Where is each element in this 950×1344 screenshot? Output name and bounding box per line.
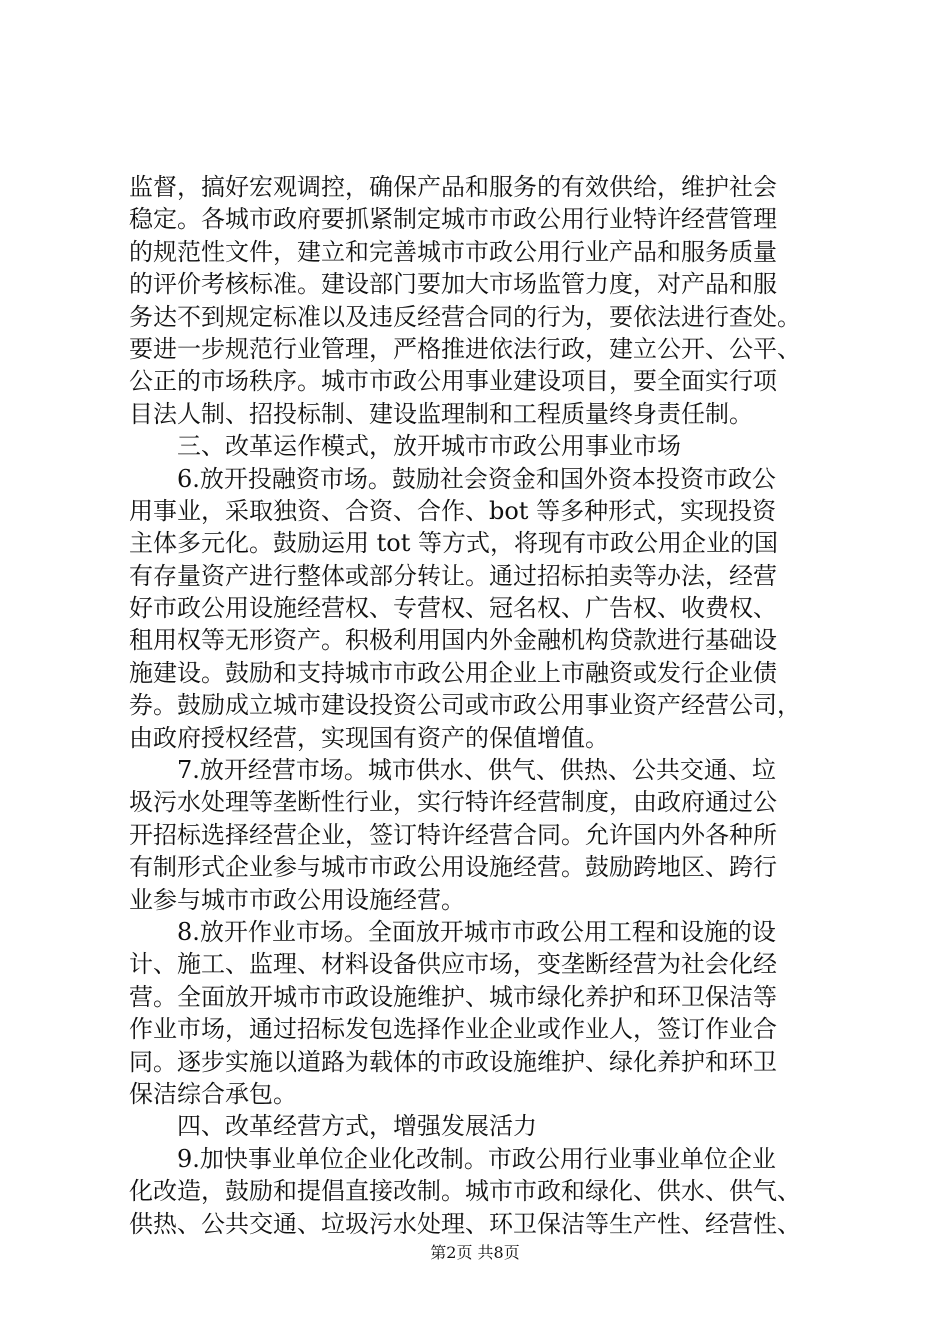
text-line: 公正的市场秩序。城市市政公用事业建设项目，要全面实行项 bbox=[129, 367, 777, 396]
text-line: 圾污水处理等垄断性行业，实行特许经营制度，由政府通过公 bbox=[129, 788, 777, 817]
text-line: 稳定。各城市政府要抓紧制定城市市政公用行业特许经营管理 bbox=[129, 205, 777, 234]
text-line: 施建设。鼓励和支持城市市政公用企业上市融资或发行企业债 bbox=[129, 658, 777, 687]
text-line: 开招标选择经营企业，签订特许经营合同。允许国内外各种所 bbox=[129, 820, 777, 849]
text-line: 要进一步规范行业管理，严格推进依法行政，建立公开、公平、 bbox=[129, 334, 801, 363]
text-line: 营。全面放开城市市政设施维护、城市绿化养护和环卫保洁等 bbox=[129, 982, 777, 1011]
text-line: 6.放开投融资市场。鼓励社会资金和国外资本投资市政公 bbox=[177, 464, 776, 493]
text-line: 务达不到规定标准以及违反经营合同的行为，要依法进行查处。 bbox=[129, 302, 801, 331]
text-line: 用事业，采取独资、合资、合作、bot 等多种形式，实现投资 bbox=[129, 496, 777, 525]
text-line: 作业市场，通过招标发包选择作业企业或作业人，签订作业合 bbox=[129, 1015, 777, 1044]
text-line: 的规范性文件，建立和完善城市市政公用行业产品和服务质量 bbox=[129, 237, 777, 266]
text-line: 的评价考核标准。建设部门要加大市场监管力度，对产品和服 bbox=[129, 270, 777, 299]
text-line: 券。鼓励成立城市建设投资公司或市政公用事业资产经营公司， bbox=[129, 691, 801, 720]
text-line: 同。逐步实施以道路为载体的市政设施维护、绿化养护和环卫 bbox=[129, 1047, 777, 1076]
text-line: 7.放开经营市场。城市供水、供气、供热、公共交通、垃 bbox=[177, 756, 776, 785]
text-line: 9.加快事业单位企业化改制。市政公用行业事业单位企业 bbox=[177, 1144, 776, 1173]
text-line: 主体多元化。鼓励运用 tot 等方式，将现有市政公用企业的国 bbox=[129, 529, 778, 558]
text-line: 三、改革运作模式，放开城市市政公用事业市场 bbox=[177, 432, 681, 461]
text-line: 有制形式企业参与城市市政公用设施经营。鼓励跨地区、跨行 bbox=[129, 853, 777, 882]
page-footer: 第2页 共8页 bbox=[430, 1243, 520, 1262]
text-line: 计、施工、监理、材料设备供应市场，变垄断经营为社会化经 bbox=[129, 950, 777, 979]
text-line: 四、改革经营方式，增强发展活力 bbox=[177, 1112, 537, 1141]
text-line: 监督，搞好宏观调控，确保产品和服务的有效供给，维护社会 bbox=[129, 173, 777, 201]
document-body bbox=[129, 171, 859, 1240]
text-line: 有存量资产进行整体或部分转让。通过招标拍卖等办法，经营 bbox=[129, 561, 777, 590]
text-line: 8.放开作业市场。全面放开城市市政公用工程和设施的设 bbox=[177, 917, 776, 946]
text-line: 供热、公共交通、垃圾污水处理、环卫保洁等生产性、经营性、 bbox=[129, 1209, 801, 1238]
text-line: 租用权等无形资产。积极利用国内外金融机构贷款进行基础设 bbox=[129, 626, 777, 655]
text-line: 目法人制、招投标制、建设监理制和工程质量终身责任制。 bbox=[129, 399, 753, 428]
text-line: 好市政公用设施经营权、专营权、冠名权、广告权、收费权、 bbox=[129, 594, 777, 623]
text-line: 由政府授权经营，实现国有资产的保值增值。 bbox=[129, 723, 609, 752]
text-line: 化改造，鼓励和提倡直接改制。城市市政和绿化、供水、供气、 bbox=[129, 1177, 801, 1206]
text-line: 业参与城市市政公用设施经营。 bbox=[129, 885, 465, 914]
text-line: 保洁综合承包。 bbox=[129, 1079, 297, 1108]
